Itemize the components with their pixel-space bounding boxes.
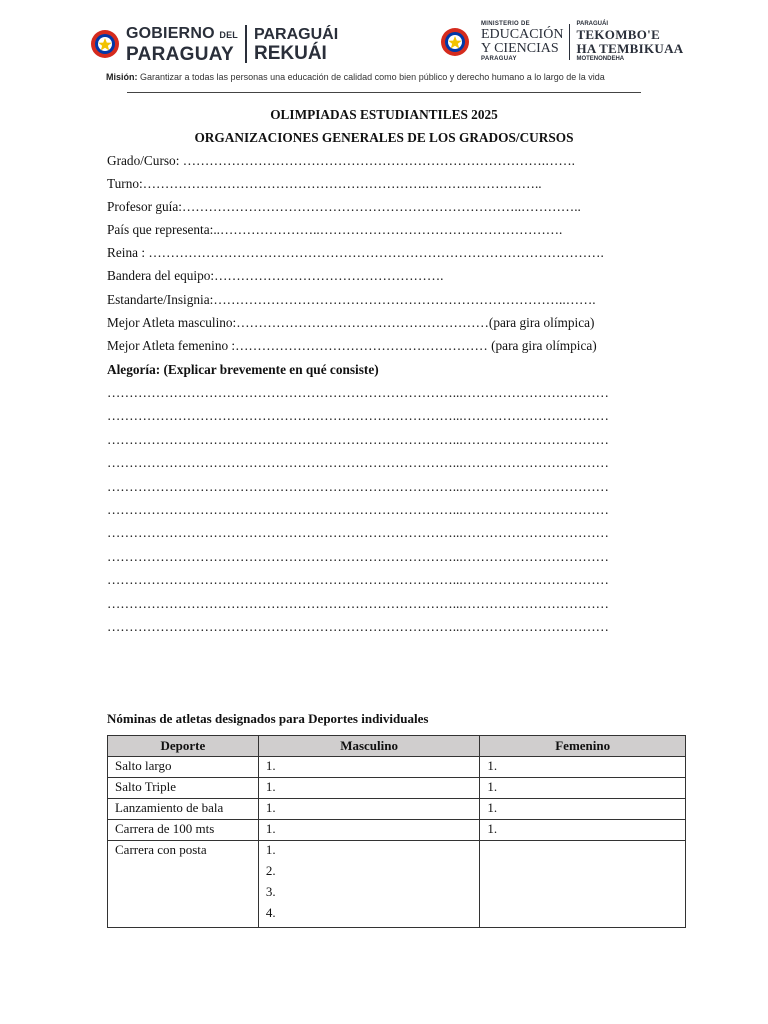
masculino-entry: 2. <box>265 863 276 878</box>
blank-dotted-line[interactable]: ……………………………………………………………………...…………………………… <box>107 595 609 611</box>
form-field-line[interactable]: Estandarte/Insignia:……………………………………………………………………..……. <box>107 292 596 307</box>
blank-dotted-line[interactable]: ……………………………………………………………………...…………………………… <box>107 455 609 471</box>
deporte-cell: Salto Triple <box>108 778 259 799</box>
page-header <box>0 0 768 70</box>
table-row <box>108 778 686 799</box>
femenino-cell[interactable] <box>480 820 686 841</box>
blank-dotted-line[interactable]: ……………………………………………………………………...…………………………… <box>107 572 609 588</box>
form-field-line[interactable]: Profesor guía:…………………………………………………………………..………….. <box>107 199 581 214</box>
form-field-line[interactable]: Turno:……………………………………………………….……….…………….. <box>107 176 542 191</box>
masculino-entry: 4. <box>265 905 276 920</box>
ministry-line2: Y CIENCIAS <box>481 41 559 56</box>
mision-statement <box>106 72 605 82</box>
athletes-table <box>107 735 686 928</box>
deporte-cell: Lanzamiento de bala <box>108 799 259 820</box>
header-rule <box>127 92 641 93</box>
deporte-cell: Carrera de 100 mts <box>108 820 259 841</box>
femenino-entry: 1. <box>487 800 498 815</box>
table-row <box>108 757 686 778</box>
form-field-line[interactable]: Grado/Curso: ……………………………………………………………………….……. <box>107 153 575 168</box>
deporte-cell: Carrera con posta <box>108 841 259 928</box>
femenino-entry: 1. <box>487 779 498 794</box>
document-subtitle: ORGANIZACIONES GENERALES DE LOS GRADOS/CURSOS <box>194 130 574 145</box>
masculino-cell[interactable] <box>258 757 480 778</box>
divider <box>245 25 247 63</box>
form-field-line[interactable]: Reina : …………………………………………………………………………………………. <box>107 245 604 260</box>
femenino-entry: 1. <box>487 758 498 773</box>
ministry-country: PARAGUAY <box>481 56 517 62</box>
deporte-cell: Salto largo <box>108 757 259 778</box>
blank-dotted-line[interactable]: ……………………………………………………………………...…………………………… <box>107 619 609 634</box>
blank-dotted-line[interactable]: ……………………………………………………………………...…………………………… <box>107 408 609 424</box>
masculino-cell[interactable] <box>258 778 480 799</box>
mision-text: Garantizar a todas las personas una educación de calidad como bien público y derecho humano a lo largo de la vida <box>140 72 605 82</box>
blank-dotted-line[interactable]: ……………………………………………………………………...…………………………… <box>107 431 609 447</box>
masculino-cell[interactable] <box>258 799 480 820</box>
ministry-small: MINISTERIO DE <box>481 21 530 27</box>
masculino-entry: 1. <box>265 800 276 815</box>
tek-small: PARAGUÁI <box>576 21 609 27</box>
masculino-entry: 1. <box>265 758 276 773</box>
header-masculino: Masculino <box>258 736 480 757</box>
mision-label: Misión: <box>106 72 138 82</box>
form-field-line[interactable]: Bandera del equipo:……………………………………………. <box>107 268 444 283</box>
tek-bottom: MOTENONDEHA <box>576 56 625 62</box>
ministry-line1: EDUCACIÓN <box>481 27 564 42</box>
header-deporte: Deporte <box>108 736 259 757</box>
masculino-cell[interactable] <box>258 820 480 841</box>
femenino-cell[interactable] <box>480 757 686 778</box>
divider <box>569 24 570 60</box>
table-row <box>108 841 686 928</box>
masculino-cell[interactable] <box>258 841 480 928</box>
ministerio-logo <box>440 22 683 62</box>
header-femenino: Femenino <box>480 736 686 757</box>
masculino-entry: 1. <box>265 842 276 857</box>
femenino-cell[interactable] <box>480 841 686 928</box>
femenino-cell[interactable] <box>480 778 686 799</box>
tek-line2: HA TEMBIKUAA <box>576 41 684 56</box>
guarani-line2: REKUÁI <box>253 43 327 64</box>
masculino-entry: 3. <box>265 884 276 899</box>
blank-dotted-line[interactable]: ……………………………………………………………………...…………………………… <box>107 502 609 517</box>
gobierno-logo <box>90 24 338 64</box>
femenino-cell[interactable] <box>480 799 686 820</box>
masculino-entry: 1. <box>265 821 276 836</box>
masculino-entry: 1. <box>265 779 276 794</box>
blank-dotted-line[interactable]: ……………………………………………………………………...…………………………… <box>107 478 609 494</box>
seal-icon <box>440 27 470 57</box>
blank-dotted-line[interactable]: ……………………………………………………………………...…………………………… <box>107 525 609 541</box>
gov-line2: PARAGUAY <box>126 44 234 65</box>
seal-icon <box>90 29 120 59</box>
form-field-line[interactable]: País que representa:..…………………..………………………………………………. <box>107 222 563 237</box>
blank-dotted-line[interactable]: ……………………………………………………………………...…………………………… <box>107 385 609 400</box>
form-field-line[interactable]: Mejor Atleta femenino :………………………………………………… (para gira olímpica) <box>107 338 597 353</box>
blank-dotted-line[interactable]: ……………………………………………………………………...…………………………… <box>107 548 609 564</box>
nominas-title: Nóminas de atletas designados para Deportes individuales <box>107 711 429 726</box>
gov-line1: GOBIERNO <box>126 25 215 42</box>
guarani-line1: PARAGUÁI <box>253 26 339 43</box>
table-row <box>108 820 686 841</box>
document-title: OLIMPIADAS ESTUDIANTILES 2025 <box>270 107 498 122</box>
table-row <box>108 799 686 820</box>
femenino-entry: 1. <box>487 821 498 836</box>
gov-del: DEL <box>219 30 238 40</box>
form-field-line[interactable]: Mejor Atleta masculino:…………………………………………………(para gira olímpica) <box>107 315 595 330</box>
tek-line1: TEKOMBO'E <box>576 27 661 42</box>
alegoria-label: Alegoría: (Explicar brevemente en qué consiste) <box>107 362 379 377</box>
